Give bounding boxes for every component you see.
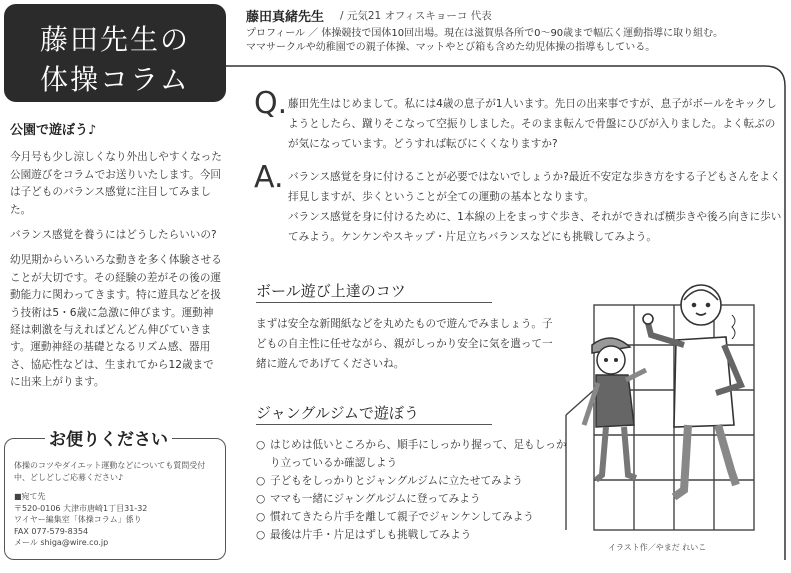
profile-line: プロフィール ／ 体操競技で国体10回出場。現在は滋賀県各所で0〜90歳まで幅広く運動指導に取り組む。 (246, 28, 724, 39)
left-paragraph: 幼児期からいろいろな動きを多く体験させることが大切です。その経験の差がその後の運動能力に関わってきます。特に遊具などを扱う技術は5・6歳に急激に伸びます。運動神経は刺激を与えればどんどん伸びていきます。運動神経の基礎となるリズム感、器用さ、協応性などは、生まれてから12歳までに出来上がります。 (10, 254, 222, 389)
bullet-icon: ○ (256, 475, 266, 487)
contact-email: メール shiga@wire.co.jp (14, 538, 109, 547)
jungle-section-title: ジャングルジムで遊ぼう (256, 404, 419, 422)
list-item: ○ はじめは低いところから、順手にしっかり握って、足もしっかり立っているか確認しよう (256, 436, 576, 472)
list-item: ○ 子どもをしっかりとジャングルジムに立たせてみよう (256, 472, 576, 490)
profile-line: ママサークルや幼稚園での親子体操、マットやとび箱も含めた幼児体操の指導もしている。 (246, 42, 656, 53)
jungle-gym-illustration (556, 275, 781, 540)
ball-section-rule (256, 302, 492, 303)
illustration-credit: イラスト作／やまだ れいこ (608, 543, 707, 552)
jungle-section-rule (256, 424, 492, 425)
answer-letter: A. (254, 160, 284, 195)
question-letter: Q. (254, 86, 288, 121)
author-affiliation: / 元気21 オフィスキョーコ 代表 (340, 10, 492, 22)
ball-section-text: まずは安全な新聞紙などを丸めたもので遊んでみましょう。子どもの自主性に任せながら、親がしっかり安全に気を遣って一緒に遊んであげてくださいね。 (256, 318, 553, 370)
left-paragraph: 今月号も少し涼しくなり外出しやすくなった公園遊びをコラムでお送りいたします。今回は子どものバランス感覚に注目してみました。 (10, 151, 222, 216)
list-item: ○ 最後は片手・片足はずしも挑戦してみよう (256, 526, 576, 544)
bullet-icon: ○ (256, 511, 266, 523)
contact-title: お便りください (45, 425, 172, 450)
contact-address-label: ■宛て先 (14, 492, 46, 501)
answer-text (288, 167, 783, 247)
contact-intro: 体操のコツやダイエット運動などについても質問受付中、どしどしご応募ください♪ (14, 461, 206, 482)
list-item: ○ 慣れてきたら片手を離して親子でジャンケンしてみよう (256, 508, 576, 526)
left-paragraph: バランス感覚を養うにはどうしたらいいの? (10, 229, 217, 242)
bullet-icon: ○ (256, 529, 266, 541)
ball-section-title: ボール遊び上達のコツ (256, 282, 406, 300)
left-column (10, 122, 222, 400)
answer-paragraph: バランス感覚を身に付けるために、1本線の上をまっすぐ歩き、それができれば横歩きや後ろ向きに歩いてみよう。ケンケンやスキップ・片足立ちバランスなどにも挑戦してみよう。 (288, 211, 782, 243)
contact-body (14, 460, 220, 549)
left-heading: 公園で遊ぼう♪ (10, 123, 97, 138)
bullet-icon: ○ (256, 439, 266, 451)
contact-address-line: 〒520-0106 大津市唐崎1丁目31-32 (14, 503, 148, 513)
list-item: ○ ママも一緒にジャングルジムに登ってみよう (256, 490, 576, 508)
contact-fax: FAX 077-579-8354 (14, 526, 89, 536)
author-name: 藤田真緒先生 (246, 10, 325, 25)
jungle-tips-list (256, 436, 576, 544)
question-text: 藤田先生はじめまして。私には4歳の息子が1人います。先日の出来事ですが、息子がボールをキックしようとしたら、蹴りそこなって空振りしました。そのまま転んで骨盤にひびが入りました。よく転ぶのが気になっています。どうすれば転びにくくなりますか? (288, 98, 777, 150)
answer-paragraph: バランス感覚を身に付けることが必要ではないでしょうか?最近不安定な歩き方をする子どもさんをよく拝見しますが、歩くということが全ての運動の基本となります。 (288, 171, 781, 203)
bullet-icon: ○ (256, 493, 266, 505)
column-title-line1: 藤田先生の (39, 23, 190, 56)
column-title-line2: 体操コラム (40, 63, 190, 96)
contact-address-line: ワイヤー編集室「体操コラム」係り (14, 515, 142, 524)
